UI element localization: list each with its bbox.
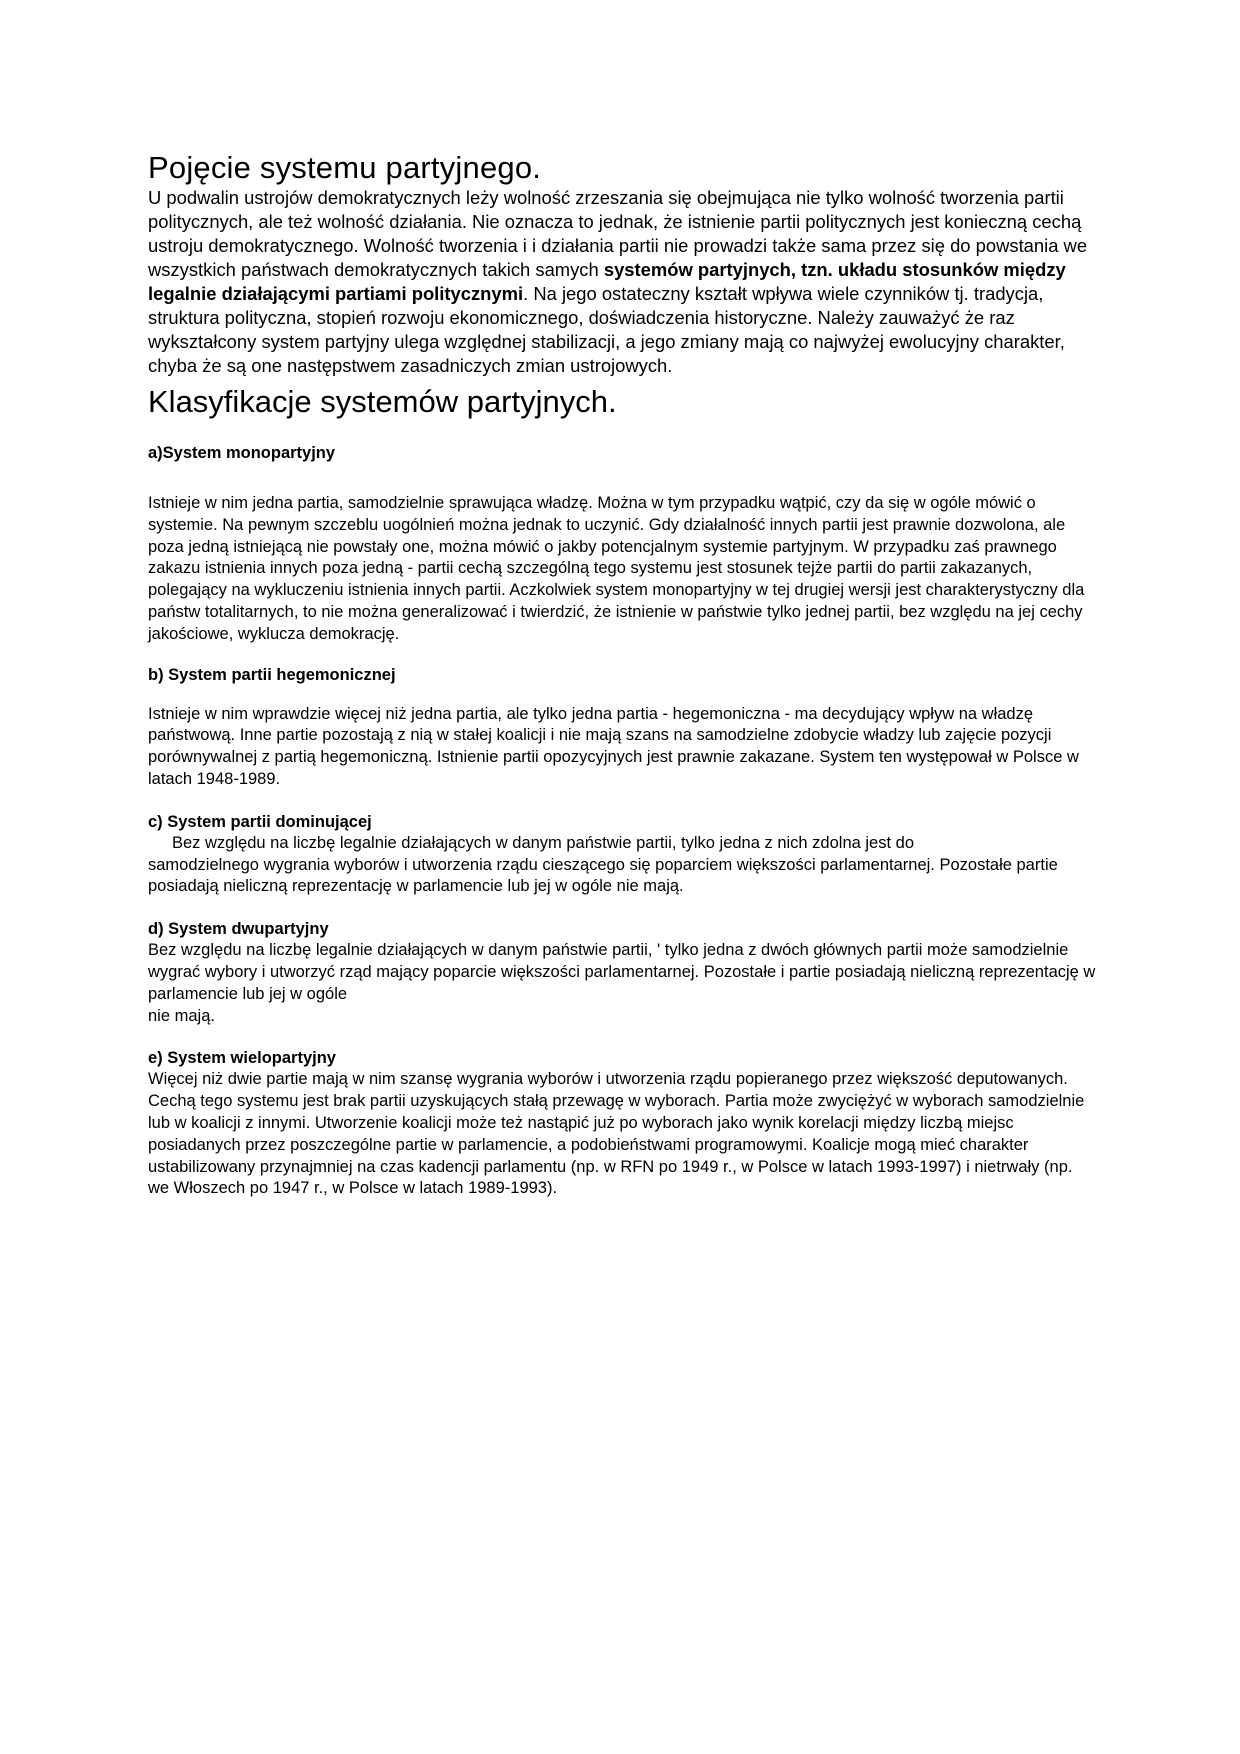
document-page <box>148 150 1098 1200</box>
intro-text-part1: U podwalin ustrojów demokratycznych leży wolność zrzeszania się obejmująca nie tylko wolność tworzenia partii politycznych, ale też wolność działania. Nie oznacza to jednak, że istnienie partii politycznych jest konieczną cechą ustroju demokratycznego. Wolność tworzenia i i działania partii nie prowadzi także sama przez się do powstania we wszystkich państwach demokratycznych takich samych <box>148 187 1088 280</box>
section-e-text: Więcej niż dwie partie mają w nim szansę wygrania wyborów i utworzenia rządu popieranego przez większość deputowanych. Cechą tego systemu jest brak partii uzyskujących stałą przewagę w wyborach. Partia może zwyciężyć w wyborach samodzielnie lub w koalicji z innymi. Utworzenie koalicji może też nastąpić już po wyborach jako wynik korelacji między liczbą miejsc posiadanych przez poszczególne partie w parlamencie, a podobieństwami programowymi. Koalicje mogą mieć charakter ustabilizowany przynajmniej na czas kadencji parlamentu (np. w RFN po 1949 r., w Polsce w latach 1993-1997) i nietrwały (np. we Włoszech po 1947 r., w Polsce w latach 1989-1993). <box>148 1070 1085 1198</box>
section-a-text: Istnieje w nim jedna partia, samodzielnie sprawująca władzę. Można w tym przypadku wątpić, czy da się w ogóle mówić o systemie. Na pewnym szczeblu uogólnień można jednak to uczynić. Gdy działalność innych partii jest prawnie dozwolona, ale poza jedną istniejącą nie powstały one, można mówić o jakby potencjalnym systemie partyjnym. W przypadku zaś prawnego zakazu istnienia innych poza jedną - partii cechą szczególną tego systemu jest stosunek tejże partii do partii zakazanych, polegający na wykluczeniu istnienia innych partii. Aczkolwiek system monopartyjny w tej drugiej wersji jest charakterystyczny dla państw totalitarnych, to nie można generalizować i twierdzić, że istnienie w państwie tylko jednej partii, bez względu na jej cechy jakościowe, wyklucza demokrację. <box>148 494 1085 643</box>
intro-paragraph <box>148 186 1098 378</box>
section-e-heading: e) System wielopartyjny <box>148 1049 336 1068</box>
section-a-heading: a)System monopartyjny <box>148 444 336 462</box>
section-c-heading: c) System partii dominującej <box>148 812 372 831</box>
section-d-last-line: nie mają. <box>148 1006 215 1025</box>
classification-title: Klasyfikacje systemów partyjnych. <box>148 384 617 419</box>
document-title: Pojęcie systemu partyjnego. <box>148 150 542 185</box>
intro-text-part2: . Na jego ostateczny kształt wpływa wiele czynników tj. tradycja, struktura polityczna, stopień rozwoju ekonomicznego, doświadczenia historyczne. Należy zauważyć że raz wykształcony system partyjny ulega względnej stabilizacji, a jego zmiany mają co najwyżej ewolucyjny charakter, chyba że są one następstwem zasadniczych zmian ustrojowych. <box>148 283 1065 376</box>
section-d-text: Bez względu na liczbę legalnie działających w danym państwie partii, ' tylko jedna z dwóch głównych partii może samodzielnie wygrać wybory i utworzyć rząd mający poparcie większości parlamentarnej. Pozostałe i partie posiadają nieliczną reprezentację w parlamencie lub jej w ogóle <box>148 941 1096 1003</box>
section-c-text: samodzielnego wygrania wyborów i utworzenia rządu cieszącego się poparciem większości parlamentarnej. Pozostałe partie posiadają nieliczną reprezentację w parlamencie lub jej w ogóle nie mają. <box>148 855 1058 896</box>
section-b-text: Istnieje w nim wprawdzie więcej niż jedna partia, ale tylko jedna partia - hegemoniczna - ma decydujący wpływ na władzę państwową. Inne partie pozostają z nią w stałej koalicji i nie mają szans na samodzielne zdobycie władzy lub zajęcie pozycji porównywalnej z partią hegemoniczną. Istnienie partii opozycyjnych jest prawnie zakazane. System ten występował w Polsce w latach 1948-1989. <box>148 704 1079 788</box>
section-d-heading: d) System dwupartyjny <box>148 920 329 939</box>
intro-bold-definition: systemów partyjnych, tzn. układu stosunków między legalnie działającymi partiami politycznymi <box>148 259 1066 304</box>
section-b-heading: b) System partii hegemonicznej <box>148 665 396 684</box>
section-c-first-line: Bez względu na liczbę legalnie działających w danym państwie partii, tylko jedna z nich zdolna jest do <box>172 833 914 852</box>
